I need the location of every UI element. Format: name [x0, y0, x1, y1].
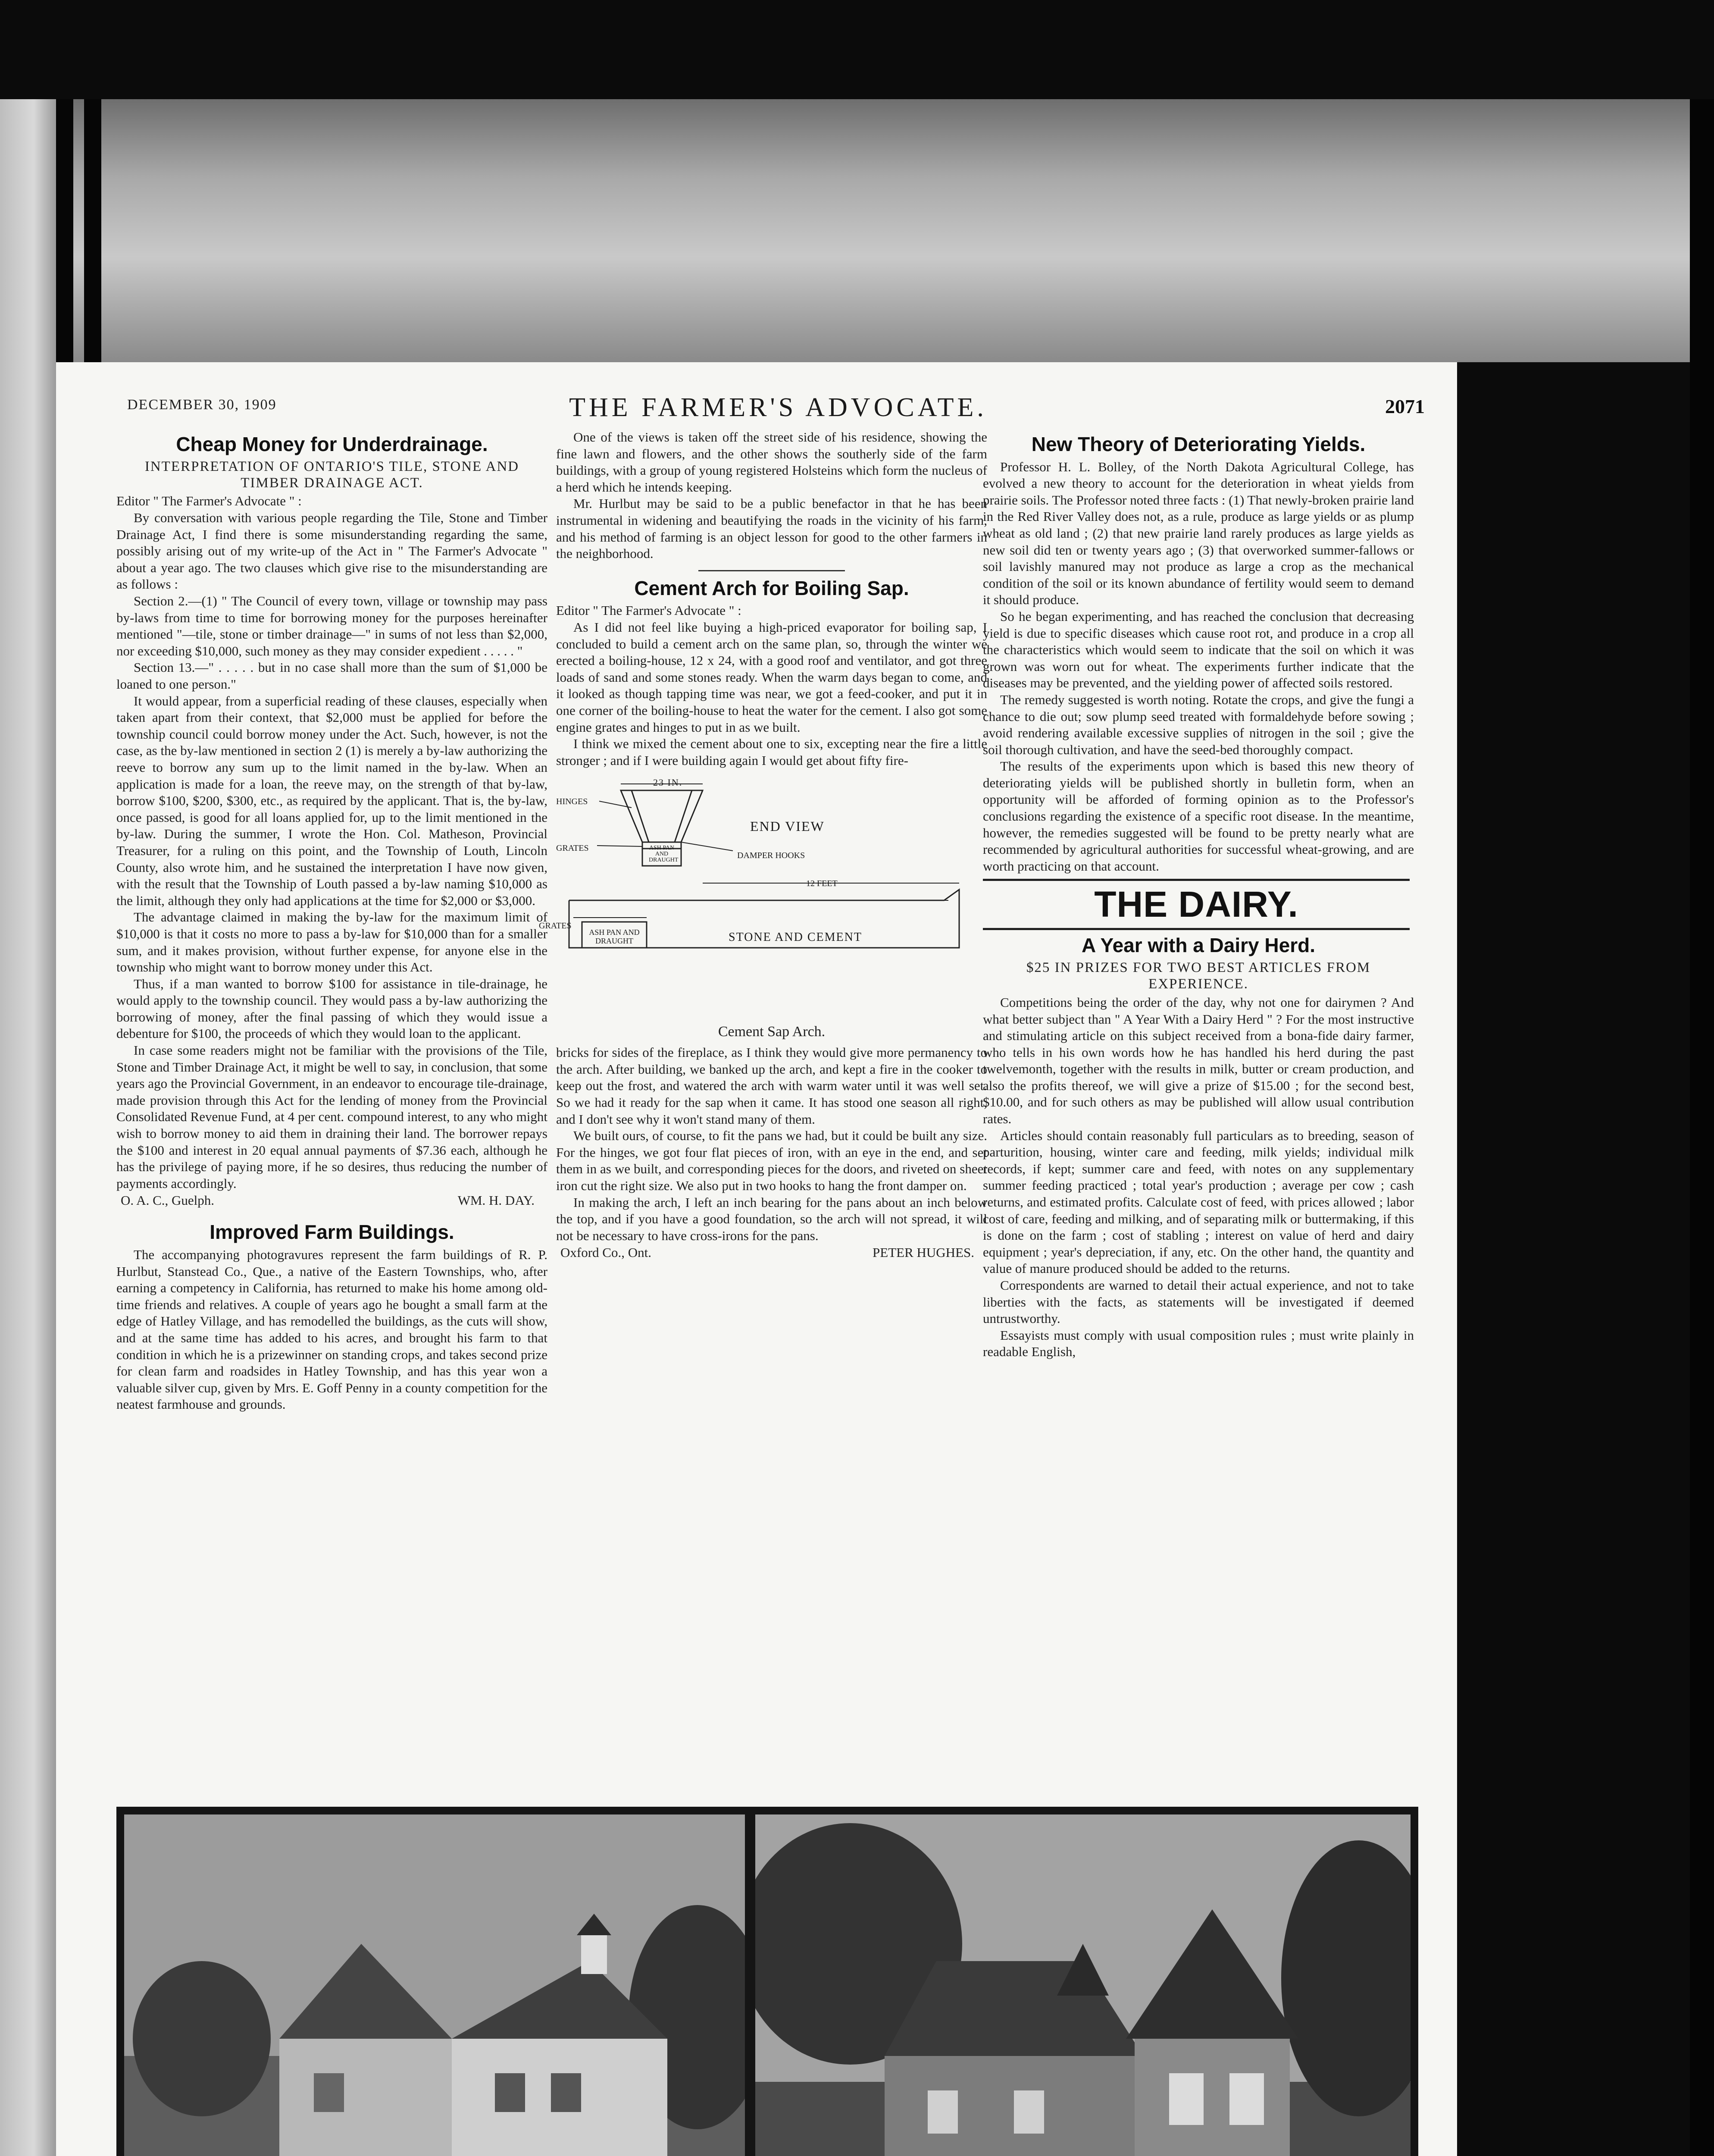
- article-cement-arch: [539, 577, 987, 1261]
- diagram-label-side-grates: GRATES: [539, 921, 572, 931]
- signature: [560, 1245, 974, 1260]
- paragraph: bricks for sides of the fireplace, as I think they would give more permanency to the arch. After building, we banked up the arch, and kept a fire in the cooker to keep out the frost, and watered the arch with warm water until it was well set. So we had it ready for the sap when it came. It has stood one season all right, and I don't see why it won't stand many of them.: [556, 1045, 987, 1127]
- diagram-label-ash-pan: ASH PAN AND DRAUGHT: [649, 845, 679, 864]
- diagram-label-end-view: END VIEW: [750, 818, 825, 834]
- article-drainage: [116, 433, 547, 1208]
- section-banner-label: THE DAIRY.: [1094, 884, 1298, 925]
- diagram-label-grates: GRATES: [556, 843, 589, 853]
- photo-residence: [755, 1814, 1411, 2156]
- barn-illustration: [124, 1814, 745, 2156]
- page-number: 2071: [1385, 395, 1425, 417]
- diagram-label-hinges: HINGES: [556, 797, 588, 807]
- paragraph: The advantage claimed in making the by-law for the maximum limit of $10,000 is that it costs no more to pass a by-law for $10,000 than for a smaller sum, and it makes provision, without further expense, for anyone else in the township who might want to borrow money under this Act.: [116, 909, 547, 975]
- signature-name: WM. H. DAY.: [457, 1193, 535, 1208]
- article-dairy-herd: [983, 934, 1414, 1360]
- article-deteriorating-yields: [983, 433, 1414, 874]
- paragraph: Section 13.—" . . . . . but in no case shall more than the sum of $1,000 be loaned to one person.": [116, 660, 547, 692]
- diagram-label-length: 12 FEET: [806, 879, 838, 889]
- signature-place: Oxford Co., Ont.: [560, 1245, 651, 1260]
- figure-caption: Cement Sap Arch.: [718, 1024, 826, 1040]
- article-subtitle: INTERPRETATION OF ONTARIO'S TILE, STONE AND TIMBER DRAINAGE ACT.: [144, 458, 519, 491]
- paragraph: Articles should contain reasonably full particulars as to breeding, season of parturition, housing, winter care and feeding, milk yields; individual milk records, if kept; summer care and feed, with notes on any supplementary summer feeding practiced ; total year's production ; average per cow ; cash returns, and estimated profits. Calculate cost of feed, with prices allowed ; labor cost of care, feeding and milking, and of separating milk or buttermaking, if this is done on the farm ; cost of stabling ; interest on value of herd and dairy equipment ; year's depreciation, if any, etc. On the other hand, the quantity and value of manure produced should be added to the returns.: [983, 1128, 1414, 1276]
- paragraph: Thus, if a man wanted to borrow $100 for assistance in tile-drainage, he would apply to the township council. They would pass a by-law authorizing the borrowing of money, after the final passing of which they would issue a debenture for $100, the proceeds of which they would loan to the applicant.: [116, 976, 547, 1041]
- salutation: Editor " The Farmer's Advocate " :: [116, 493, 302, 509]
- newspaper-page: [56, 362, 1457, 2156]
- issue-date: DECEMBER 30, 1909: [127, 397, 277, 413]
- binding-strip: [56, 99, 73, 375]
- paragraph: Section 2.—(1) " The Council of every town, village or township may pass by-laws from time to time for borrowing money for the purposes hereinafter mentioned "—tile, stone or timber drainage—" in sums of not less than $2,000, nor exceeding $10,000, such money as they may consider expedient . . . . . ": [116, 593, 547, 658]
- paragraph: Mr. Hurlbut may be said to be a public benefactor in that he has been instrumental in widening and beautifying the roads in the vicinity of his farm, and his method of farming is an object lesson for good to the other farmers in the neighborhood.: [556, 496, 987, 561]
- article-title: A Year with a Dairy Herd.: [1081, 934, 1315, 957]
- scan-background-top: [0, 99, 1714, 362]
- paragraph: Professor H. L. Bolley, of the North Dakota Agricultural College, has evolved a new theory to account for the deterioration in wheat yields from prairie soils. The Professor noted three facts : (1) That newly-broken prairie land in the Red River Valley does not, as a rule, produce as large yields or as plump wheat as old land ; (2) that new prairie land rarely produces as large yields as new soil did ten or twenty years ago ; (3) that overworked summer-fallows or soil lavishly manured may not produce as large a crop as the mechanical condition of the soil or its known abundance of fertility would seem to demand it should produce.: [983, 459, 1414, 608]
- signature: [121, 1193, 535, 1208]
- section-banner: [983, 879, 1410, 930]
- divider: [698, 570, 845, 571]
- diagram-label-width: 23 IN.: [653, 777, 683, 788]
- running-head: [127, 392, 1425, 431]
- paragraph: I think we mixed the cement about one to six, excepting near the fire a little stronger ; and if I were building again I would get about fifty fire-: [556, 736, 987, 768]
- end-view-outline: [621, 790, 703, 842]
- signature-name: PETER HUGHES.: [873, 1245, 974, 1260]
- paragraph: In case some readers might not be familiar with the provisions of the Tile, Stone and Timber Drainage Act, it might be well to say, in conclusion, that some years ago the Provincial Government, in an endeavor to encourage tile-drainage, made provision through this Act for the lending of money from the Provincial Consolidated Revenue Fund, at 4 per cent. compound interest, to any who might wish to borrow money to aid them in draining their land. The borrower repays the $100 and interest in 20 equal annual payments of $7.36 each, although he has the privilege of paying more, if he so desires, thus reducing the number of payments accordingly.: [116, 1043, 547, 1191]
- paragraph: Correspondents are warned to detail their actual experience, and not to take liberties with the facts, as statements will be investigated if deemed untrustworthy.: [983, 1278, 1414, 1326]
- cement-arch-diagram: [539, 777, 987, 1040]
- scan-background-left: [0, 99, 56, 2156]
- article-title: Cheap Money for Underdrainage.: [176, 433, 488, 455]
- scan-edge-right: [1690, 99, 1714, 2156]
- binding-strip: [84, 99, 101, 375]
- article-title: Improved Farm Buildings.: [210, 1221, 454, 1244]
- publication-title: THE FARMER'S ADVOCATE.: [569, 393, 987, 422]
- paragraph: Competitions being the order of the day, why not one for dairymen ? And what better subject than " A Year With a Dairy Herd " ? For the most instructive and stimulating article on this subject received from a bona-fide dairy farmer, who tells in his own words how he has handled his herd during the past twelvemonth, together with the results in milk, butter or cream production, and also the profits thereof, we will give a prize of $15.00 ; for the second best, $10.00, and for such others as may be published will allow usual contribution rates.: [983, 994, 1414, 1127]
- paragraph: So he began experimenting, and has reached the conclusion that decreasing yield is due to specific diseases which cause root rot, and produce in a crop all the characteristics which would seem to indicate that the soil on which it was grown was worn out for wheat. The experiments further indicate that the diseases may be prevented, and the yielding power of affected soils restored.: [983, 608, 1414, 691]
- signature-place: O. A. C., Guelph.: [121, 1193, 214, 1208]
- column-left: [116, 429, 547, 1413]
- damper-leader: [681, 842, 733, 851]
- article-title: New Theory of Deteriorating Yields.: [1031, 433, 1366, 455]
- paragraph: The remedy suggested is worth noting. Rotate the crops, and give the fungi a chance to die out; sow plump seed treated with formaldehyde before sowing ; avoid rendering available excessive supplies of nitrogen in the soil ; give the soil thorough cultivation, and have the seed-bed thoroughly compact.: [983, 692, 1414, 757]
- paragraph: The results of the experiments upon which is based this new theory of deteriorating yields will be published shortly in bulletin form, when an opportunity will be afforded of forming opinion as to the Professor's conclusions regarding the existence of a specific root disease. In the meantime, however, the remedies suggested will be found to be pretty nearly what are recommended by agricultural authorities for successful wheat-growing, and are worth practicing on that account.: [983, 758, 1414, 874]
- diagram-label-stone-cement: STONE AND CEMENT: [729, 931, 862, 944]
- diagram-label-damper-hooks: DAMPER HOOKS: [737, 851, 805, 861]
- article-title: Cement Arch for Boiling Sap.: [634, 577, 909, 599]
- end-view-inner-line: [675, 790, 692, 842]
- column-right: [983, 429, 1414, 1360]
- paragraph: We built ours, of course, to fit the pans we had, but it could be built any size. For the hinges, we got four flat pieces of iron, with an eye in the end, and set them in as we built, and corresponding pieces for the doors, and riveted on sheet iron cut the right size. We also put in two hooks to hang the front damper on.: [556, 1128, 987, 1194]
- diagram-svg: [556, 777, 987, 1019]
- photo-barn: [124, 1814, 745, 2156]
- article-subtitle: $25 IN PRIZES FOR TWO BEST ARTICLES FROM EXPERIENCE.: [1026, 960, 1371, 992]
- column-middle: [539, 429, 987, 1260]
- photo-strip: [116, 1807, 1418, 2156]
- paragraph: In making the arch, I left an inch bearing for the pans about an inch below the top, and if you have a good foundation, so the arch will not spread, it will not be necessary to have cross-irons for the pans.: [556, 1194, 987, 1243]
- end-view-inner-line: [632, 790, 649, 842]
- paragraph: As I did not feel like buying a high-priced evaporator for boiling sap, I concluded to build a cement arch on the same plan, so, through the winter we erected a boiling-house, 12 x 24, with a good roof and ventilator, and got three loads of sand and some stones ready. When the warm days began to come, and it looked as though tapping time was near, we got a feed-cooker, and put it in one corner of the boiling-house to heat the water for the cement. I also got some engine grates and hinges to put in as we built.: [556, 619, 987, 735]
- paragraph: One of the views is taken off the street side of his residence, showing the fine lawn and flowers, and the other shows the southerly side of the farm buildings, with a group of young registered Holsteins which form the nucleus of a herd which he intends keeping.: [556, 429, 987, 495]
- paragraph: It would appear, from a superficial reading of these clauses, especially when taken apart from their context, that $2,000 must be applied for before the township council could borrow money under the Act. Such, however, is not the case, as the by-law mentioned in section 2 (1) is merely a by-law authorizing the reeve to borrow any sum up to the limit named in the by-law. When an application is made for a loan, the reeve may, on the strength of that by-law, borrow $100, $200, $300, etc., as required by the applicant. That is, the by-law, once passed, is good for all loans applied for, up to the limit mentioned in the by-law. During the summer, I wrote the Hon. Col. Matheson, Provincial Treasurer, for a ruling on this point, and the Township of Louth, Lincoln County, also wrote him, and he sustained the interpretation I have now given, with the result that the Township of Louth passed a by-law naming $10,000 as the limit, although they only had applications at the time for $2,000 or $3,000.: [116, 693, 547, 908]
- paragraph: The accompanying photogravures represent the farm buildings of R. P. Hurlbut, Stanstead Co., Que., a native of the Eastern Townships, who, after earning a competency in California, has returned to make his home among old-time friends and relatives. A couple of years ago he bought a small farm at the edge of Hatley Village, and has remodelled the buildings, as the cuts will show, and at the same time has added to his acres, and brought his farm to that condition in which he is a prizewinner on standing crops, and takes second prize for clean farm and roadsides in Hatley Township, and has this year won a valuable silver cup, given by Mrs. E. Goff Penny in a county competition for the neatest farmhouse and grounds.: [116, 1247, 547, 1412]
- residence-illustration: [755, 1814, 1411, 2156]
- article-farm-buildings: [116, 1221, 547, 1413]
- paragraph: Essayists must comply with usual composition rules ; must write plainly in readable English,: [983, 1327, 1414, 1360]
- diagram-label-side-ash-pan: ASH PAN AND DRAUGHT: [589, 928, 640, 946]
- paragraph: By conversation with various people regarding the Tile, Stone and Timber Drainage Act, I find there is some misunderstanding regarding the same, possibly arising out of my write-up of the Act in " The Farmer's Advocate " about a year ago. The two clauses which give rise to the misunderstanding are as follows :: [116, 510, 547, 592]
- salutation: Editor " The Farmer's Advocate " :: [556, 603, 741, 618]
